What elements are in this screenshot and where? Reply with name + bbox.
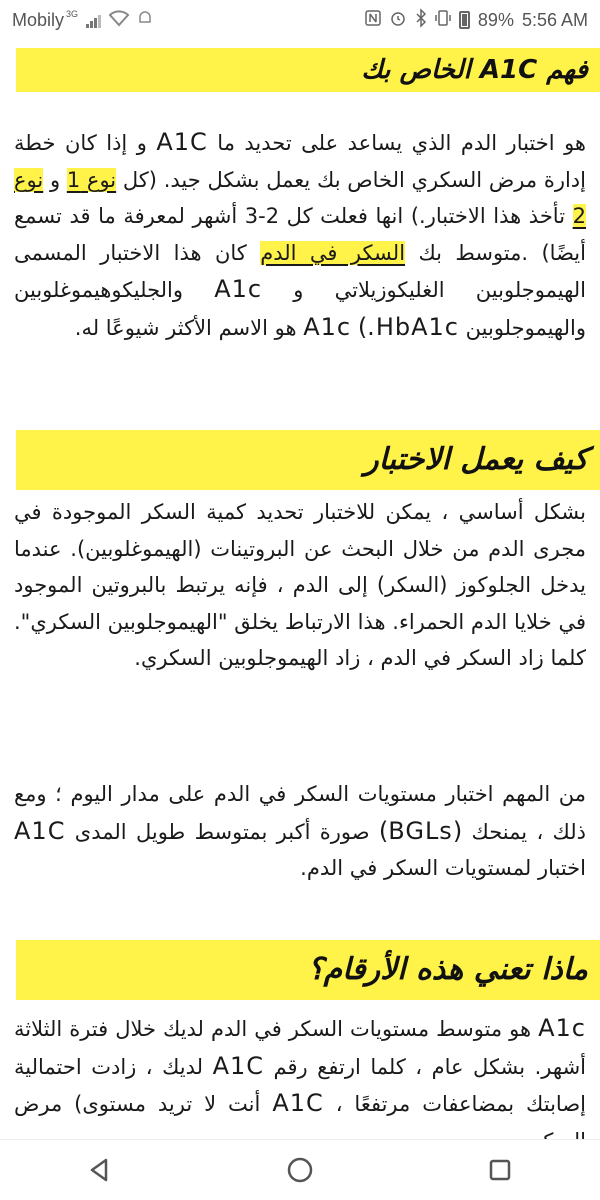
term-a1c: A1C [212,1051,265,1080]
battery-icon [459,11,470,29]
paragraph-a1c-intro [14,124,586,346]
status-bar [0,0,600,40]
term-a1c: A1C [272,1089,324,1117]
text-segment: أنت لا تريد مستوى) مرض [14,1092,261,1116]
term-a1c: A1c [214,275,263,303]
text-segment: و إذا كان خطة إدارة مرض السكري الخاص بك يعمل بشكل جيد. (كل [14,131,586,192]
text-segment: و [43,167,67,192]
text-segment: هو الاسم الأكثر شيوعًا له. [74,315,304,340]
text-segment: من المهم اختبار مستويات السكر في الدم على مدار اليوم ؛ ومع ذلك ، يمنحك [14,782,587,844]
recents-square-icon [488,1158,512,1182]
status-left [12,10,153,31]
text-segment: هو اختبار الدم الذي يساعد على تحديد ما [207,131,586,155]
heading-what-numbers-mean: ماذا تعني هذه الأرقام؟ [16,940,600,1000]
home-circle-icon [286,1156,314,1184]
nfc-icon [365,10,381,31]
wifi-icon [109,10,129,31]
clock-time: 5:56 AM [521,9,588,30]
paragraph-how-test-works: بشكل أساسي ، يمكن للاختبار تحديد كمية السكر الموجودة في مجرى الدم من خلال البحث عن البروتينات (الهيموغلوبين). عندما يدخل الجلوكوز (السكر) إلى الدم ، فإنه يرتبط بالبروتين الموجود في خلايا الدم الحمراء. هذا الارتباط يخلق "الهيموجلوبين السكري". كلما زاد السكر في الدم ، زاد الهيموجلوبين السكري. [14,500,586,670]
navigation-bar [0,1139,600,1200]
term-a1c: A1C [14,816,66,845]
signal-icon [86,12,101,28]
link-type-2[interactable]: نوع 2 [14,167,586,228]
recents-button[interactable] [470,1140,530,1200]
heading-how-test-works: كيف يعمل الاختبار [16,430,600,490]
vibrate-icon [435,9,451,32]
home-button[interactable] [270,1140,330,1200]
text-segment: اختبار لمستويات السكر في الدم. [300,856,586,880]
network-type: 3G [66,9,79,19]
term-hba1c: HbA1c.) [357,312,459,341]
alarm-icon [389,9,407,32]
carrier-name: Mobily [12,9,65,30]
article-content[interactable] [0,40,600,1140]
heading-understanding-a1c: فهم A1C الخاص بك [16,48,600,92]
paragraph-blood-sugar-levels [14,776,586,887]
notification-icon [137,10,153,31]
term-a1c: A1C [156,128,208,156]
text-segment: تأخذ هذا الاختبار.) انها فعلت كل 2-3 أشهر لمعرفة ما قد تسمع أيضًا) .متوسط بك [14,204,586,265]
term-bgls: (BGLs) [378,816,463,845]
text-segment: صورة أكبر بمتوسط طويل المدى [65,819,379,844]
back-button[interactable] [70,1140,130,1200]
battery-level: 89% [477,9,514,30]
text-segment: كان هذا الاختبار المسمى الهيموجلوبين الغليكوزيلاتي و [14,240,586,302]
text-segment [351,316,358,340]
back-triangle-icon [87,1157,113,1183]
text-segment: لديك ، زادت احتمالية إصابتك بمضاعفات مرتفعًا ، [14,1054,586,1116]
text-segment: والجليكوهيموغلوبين والهيموجلوبين [14,278,586,340]
term-a1c: A1c [303,312,352,341]
bluetooth-icon [415,9,427,32]
paragraph-numbers-meaning [14,1010,586,1159]
link-blood-sugar[interactable]: السكر في الدم [260,240,406,265]
link-type-1[interactable]: نوع 1 [66,167,117,192]
text-segment: هو متوسط مستويات السكر في الدم لديك خلال فترة الثلاثة أشهر. بشكل عام ، كلما ارتفع رقم [14,1017,586,1079]
term-a1c: A1c [538,1014,586,1042]
status-right [365,9,588,32]
